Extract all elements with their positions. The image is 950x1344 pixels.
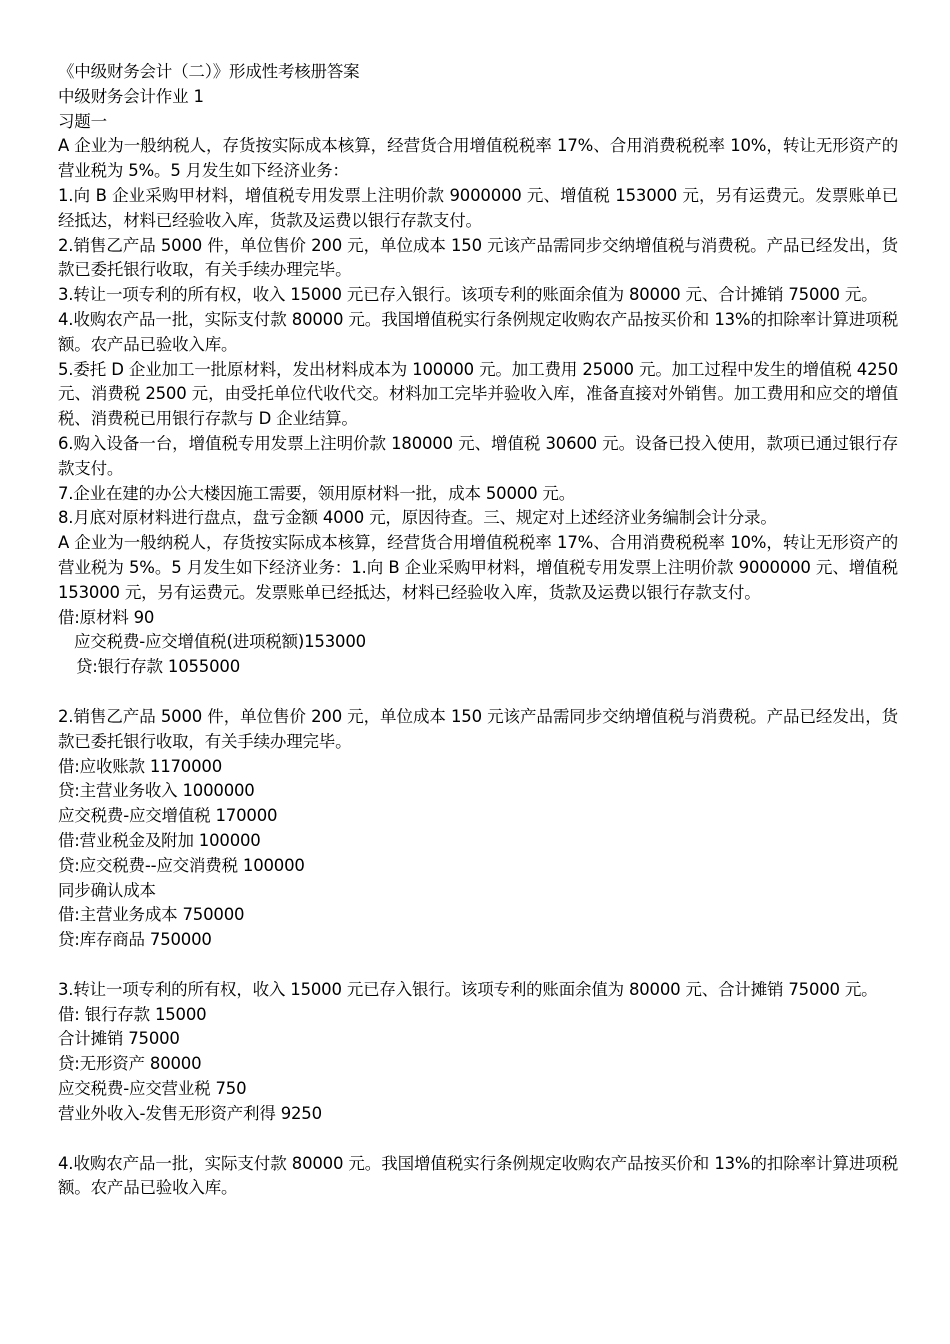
- journal-line: 借: 银行存款 15000: [58, 1004, 207, 1024]
- exercise-heading: 习题一: [58, 111, 107, 131]
- spacer: [58, 953, 898, 978]
- journal-line: 应交税费-应交增值税 170000: [58, 806, 278, 826]
- spacer: [58, 1127, 898, 1152]
- journal-line: 合计摊销 75000: [58, 1029, 180, 1049]
- journal-line: 贷:库存商品 750000: [58, 930, 212, 950]
- journal-line: 贷:无形资产 80000: [58, 1054, 202, 1074]
- question-item: 6.购入设备一台，增值税专用发票上注明价款 180000 元、增值税 30600 元。设备已投入使用，款项已通过银行存款支付。: [58, 433, 898, 478]
- document-title: 《中级财务会计（二）》形成性考核册答案: [58, 62, 360, 81]
- question-3: 3.转让一项专利的所有权，收入 15000 元已存入银行。该项专利的账面余值为 80000 元、合计摊销 75000 元。: [58, 979, 878, 999]
- journal-line: 借:原材料 90: [58, 607, 155, 627]
- question-item: 2.销售乙产品 5000 件，单位售价 200 元，单位成本 150 元该产品需同步交纳增值税与消费税。产品已经发出，货款已委托银行收取，有关手续办理完毕。: [58, 235, 898, 280]
- exercise-intro: A 企业为一般纳税人，存货按实际成本核算，经营货合用增值税税率 17%、合用消费税税率 10%，转让无形资产的营业税为 5%。5 月发生如下经济业务：: [58, 136, 898, 181]
- journal-line: 营业外收入-发售无形资产利得 9250: [58, 1103, 322, 1123]
- journal-line: 贷:银行存款 1055000: [76, 657, 240, 677]
- question-item: 8.月底对原材料进行盘点，盘亏金额 4000 元，原因待查。三、规定对上述经济业务编制会计分录。: [58, 508, 777, 528]
- document-page: [58, 60, 898, 1201]
- journal-line: 应交税费-应交营业税 750: [58, 1079, 247, 1099]
- journal-line: 借:应收账款 1170000: [58, 756, 222, 776]
- journal-line: 应交税费-应交增值税(进项税额)153000: [74, 632, 366, 652]
- journal-line: 同步确认成本: [58, 880, 156, 900]
- spacer: [58, 680, 898, 705]
- question-item: 3.转让一项专利的所有权，收入 15000 元已存入银行。该项专利的账面余值为 80000 元、合计摊销 75000 元。: [58, 285, 878, 305]
- journal-line: 贷:应交税费--应交消费税 100000: [58, 855, 305, 875]
- document-subtitle: 中级财务会计作业 1: [58, 86, 204, 106]
- question-item: 5.委托 D 企业加工一批原材料，发出材料成本为 100000 元。加工费用 25000 元。加工过程中发生的增值税 4250 元、消费税 2500 元，由受托单位代收代交。材料加工完毕并验收入库，准备直接对外销售。加工费用和应交的增值税、消费税已用银行存款与 D 企业结算。: [58, 359, 898, 429]
- restated-question: A 企业为一般纳税人，存货按实际成本核算，经营货合用增值税税率 17%、合用消费税税率 10%，转让无形资产的营业税为 5%。5 月发生如下经济业务：1.向 B 企业采购甲材料，增值税专用发票上注明价款 9000000 元、增值税 153000 元，另有运费元。发票账单已经抵达，材料已经验收入库，货款及运费以银行存款支付。: [58, 533, 898, 602]
- question-item: 4.收购农产品一批，实际支付款 80000 元。我国增值税实行条例规定收购农产品按买价和 13%的扣除率计算进项税额。农产品已验收入库。: [58, 309, 898, 354]
- question-item: 1.向 B 企业采购甲材料，增值税专用发票上注明价款 9000000 元、增值税 153000 元，另有运费元。发票账单已经抵达，材料已经验收入库，货款及运费以银行存款支付。: [58, 185, 898, 230]
- question-2: 2.销售乙产品 5000 件，单位售价 200 元，单位成本 150 元该产品需同步交纳增值税与消费税。产品已经发出，货款已委托银行收取，有关手续办理完毕。: [58, 706, 898, 751]
- journal-line: 借:主营业务成本 750000: [58, 905, 245, 925]
- question-item: 7.企业在建的办公大楼因施工需要，领用原材料一批，成本 50000 元。: [58, 483, 576, 503]
- journal-line: 借:营业税金及附加 100000: [58, 830, 261, 850]
- journal-line: 贷:主营业务收入 1000000: [58, 781, 255, 801]
- question-4: 4.收购农产品一批，实际支付款 80000 元。我国增值税实行条例规定收购农产品按买价和 13%的扣除率计算进项税额。农产品已验收入库。: [58, 1153, 898, 1198]
